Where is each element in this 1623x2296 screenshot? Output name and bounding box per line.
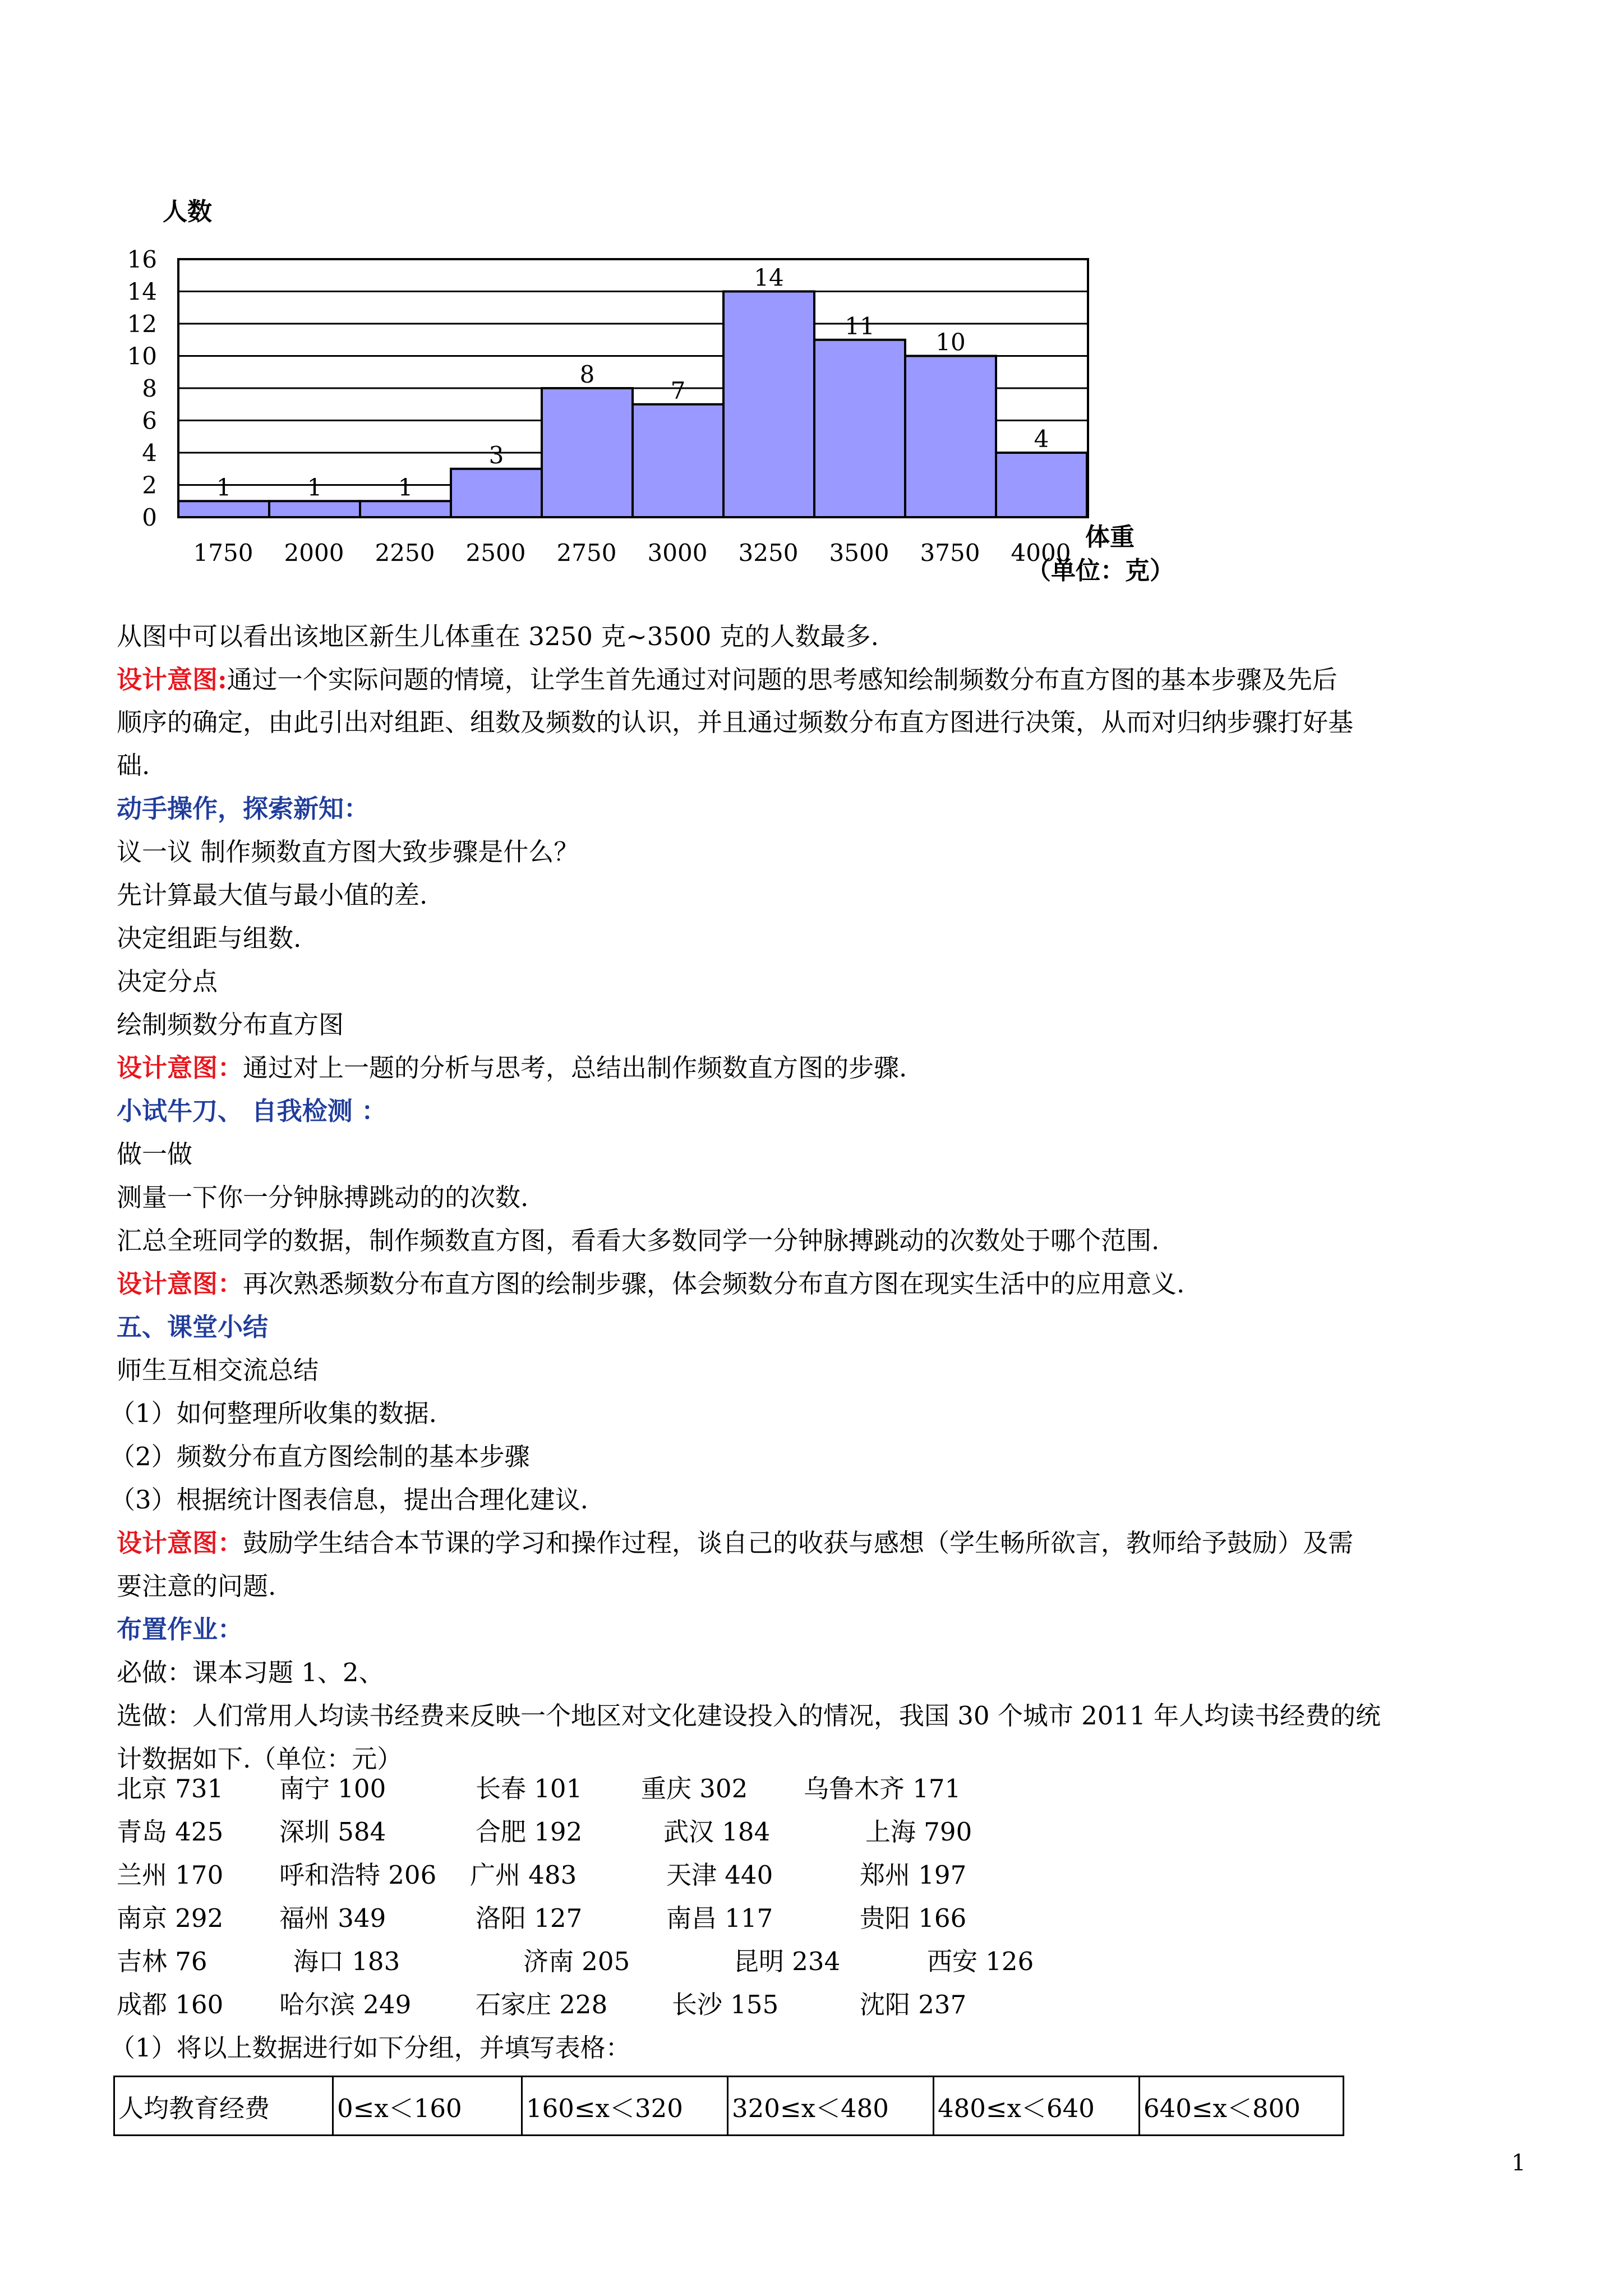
step-2: 决定组距与组数. bbox=[117, 923, 302, 953]
city-entry: 深圳 584 bbox=[279, 1817, 386, 1847]
table-header-cell: 480≤x＜640 bbox=[934, 2077, 1140, 2136]
step-1: 先计算最大值与最小值的差. bbox=[117, 880, 428, 910]
design-intent-text: 再次熟悉频数分布直方图的绘制步骤，体会频数分布直方图在现实生活中的应用意义. bbox=[243, 1269, 1185, 1299]
city-entry: 南昌 117 bbox=[666, 1903, 773, 1933]
y-tick-label: 10 bbox=[127, 342, 157, 370]
city-entry: 长春 101 bbox=[476, 1774, 583, 1803]
city-entry: 合肥 192 bbox=[476, 1817, 583, 1847]
bar-value-label: 7 bbox=[670, 376, 686, 404]
grouping-instruction: （1）将以上数据进行如下分组，并填写表格： bbox=[110, 2033, 631, 2063]
homework-optional: 选做：人们常用人均读书经费来反映一个地区对文化建设投入的情况，我国 30 个城市 2011 年人均读书经费的统 bbox=[117, 1701, 1381, 1731]
practice-line-2: 汇总全班同学的数据，制作频数直方图，看看大多数同学一分钟脉搏跳动的次数处于哪个范围. bbox=[117, 1226, 1160, 1255]
design-intent-text: 鼓励学生结合本节课的学习和操作过程，谈自己的收获与感想（学生畅所欲言，教师给予鼓励）及需 bbox=[243, 1528, 1354, 1558]
design-intent-2 bbox=[117, 1051, 907, 1085]
design-intent-label: 设计意图： bbox=[117, 1528, 243, 1558]
section-heading-self-check: 小试牛刀、 自我检测 ： bbox=[117, 1096, 387, 1126]
city-entry: 天津 440 bbox=[666, 1860, 773, 1890]
bar-value-label: 3 bbox=[488, 441, 504, 469]
x-tick-label: 4000 bbox=[1011, 539, 1071, 567]
summary-item-3: （3）根据统计图表信息，提出合理化建议. bbox=[110, 1485, 588, 1515]
design-intent-3 bbox=[117, 1267, 1184, 1301]
city-entry: 西安 126 bbox=[927, 1947, 1034, 1976]
x-axis-label: 体重 bbox=[1085, 523, 1135, 551]
city-entry: 昆明 234 bbox=[734, 1947, 841, 1976]
y-axis-label: 人数 bbox=[163, 197, 212, 226]
bar-value-label: 10 bbox=[935, 328, 966, 356]
bar-value-label: 4 bbox=[1034, 425, 1049, 453]
table-row bbox=[114, 2077, 1344, 2136]
city-entry: 石家庄 228 bbox=[476, 1990, 608, 2019]
section-heading-homework: 布置作业： bbox=[117, 1614, 243, 1644]
city-entry: 洛阳 127 bbox=[476, 1903, 583, 1933]
bar-value-label: 14 bbox=[754, 264, 784, 292]
city-entry: 武汉 184 bbox=[663, 1817, 771, 1847]
x-tick-label: 1750 bbox=[193, 539, 253, 567]
city-entry: 长沙 155 bbox=[672, 1990, 779, 2019]
x-tick-labels bbox=[193, 539, 1071, 567]
y-tick-label: 12 bbox=[127, 310, 157, 338]
city-entry: 吉林 76 bbox=[117, 1947, 208, 1976]
design-intent-1-cont2: 础. bbox=[117, 751, 150, 780]
city-entry: 济南 205 bbox=[523, 1947, 630, 1976]
histogram-bar bbox=[905, 356, 996, 518]
city-entry: 上海 790 bbox=[865, 1817, 972, 1847]
city-entry: 兰州 170 bbox=[117, 1860, 224, 1890]
x-tick-label: 3250 bbox=[738, 539, 799, 567]
y-tick-label: 2 bbox=[142, 471, 157, 499]
city-entry: 哈尔滨 249 bbox=[279, 1990, 412, 2019]
x-tick-label: 2250 bbox=[375, 539, 435, 567]
section-heading-hands-on: 动手操作，探索新知： bbox=[117, 794, 370, 823]
conclusion-line: 从图中可以看出该地区新生儿体重在 3250 克~3500 克的人数最多. bbox=[117, 622, 879, 651]
x-tick-label: 2500 bbox=[465, 539, 526, 567]
design-intent-text: 通过一个实际问题的情境，让学生首先通过对问题的思考感知绘制频数分布直方图的基本步骤及先后 bbox=[227, 665, 1338, 694]
x-tick-label: 3000 bbox=[647, 539, 708, 567]
x-tick-label: 3500 bbox=[829, 539, 889, 567]
y-tick-label: 14 bbox=[127, 278, 157, 306]
summary-intro: 师生互相交流总结 bbox=[117, 1355, 319, 1385]
y-tick-label: 4 bbox=[142, 439, 157, 467]
bar-value-label: 1 bbox=[307, 473, 322, 501]
grouping-table bbox=[113, 2076, 1344, 2136]
bar-value-label: 1 bbox=[398, 473, 413, 501]
x-axis-unit: （单位：克） bbox=[1026, 556, 1174, 585]
section-heading-summary: 五、课堂小结 bbox=[117, 1312, 269, 1342]
x-tick-label: 2000 bbox=[284, 539, 344, 567]
page-number: 1 bbox=[1511, 2150, 1526, 2176]
step-3: 决定分点 bbox=[117, 967, 218, 996]
histogram-bar bbox=[451, 469, 542, 517]
histogram-bar bbox=[633, 404, 723, 517]
homework-required: 必做：课本习题 1、2、 bbox=[117, 1658, 384, 1687]
design-intent-label: 设计意图： bbox=[117, 1269, 243, 1299]
histogram-bar bbox=[542, 388, 633, 517]
city-entry: 成都 160 bbox=[117, 1990, 224, 2019]
summary-item-1: （1）如何整理所收集的数据. bbox=[110, 1398, 437, 1428]
city-entry: 乌鲁木齐 171 bbox=[804, 1774, 961, 1803]
table-header-cell: 640≤x＜800 bbox=[1140, 2077, 1344, 2136]
homework-optional-cont: 计数据如下.（单位：元） bbox=[117, 1744, 403, 1774]
table-header-cell: 320≤x＜480 bbox=[728, 2077, 934, 2136]
city-entry: 呼和浩特 206 bbox=[279, 1860, 437, 1890]
histogram-bar bbox=[814, 340, 905, 517]
table-header-cell: 160≤x＜320 bbox=[522, 2077, 728, 2136]
histogram-bar bbox=[723, 292, 814, 518]
histogram-bar bbox=[360, 501, 451, 517]
city-entry: 北京 731 bbox=[117, 1774, 224, 1803]
step-question: 议一议 制作频数直方图大致步骤是什么？ bbox=[117, 837, 579, 867]
city-entry: 广州 483 bbox=[470, 1860, 577, 1890]
design-intent-1 bbox=[117, 663, 1338, 697]
city-entry: 福州 349 bbox=[279, 1903, 386, 1933]
city-entry: 青岛 425 bbox=[117, 1817, 224, 1847]
design-intent-4-cont: 要注意的问题. bbox=[117, 1571, 276, 1601]
x-tick-label: 3750 bbox=[920, 539, 980, 567]
city-entry: 南宁 100 bbox=[279, 1774, 386, 1803]
table-header-cell: 0≤x＜160 bbox=[333, 2077, 522, 2136]
practice-line-1: 测量一下你一分钟脉搏跳动的的次数. bbox=[117, 1182, 529, 1212]
histogram-bar bbox=[996, 453, 1087, 517]
design-intent-label: 设计意图： bbox=[117, 1053, 243, 1083]
histogram-bar bbox=[269, 501, 360, 517]
practice-title: 做一做 bbox=[117, 1139, 193, 1169]
design-intent-label: 设计意图: bbox=[117, 665, 227, 694]
city-entry: 郑州 197 bbox=[860, 1860, 967, 1890]
bar-value-label: 11 bbox=[845, 312, 875, 340]
y-tick-labels bbox=[127, 246, 157, 531]
y-tick-label: 8 bbox=[142, 375, 157, 402]
city-entry: 沈阳 237 bbox=[860, 1990, 967, 2019]
bar-value-label: 8 bbox=[579, 361, 595, 388]
design-intent-4 bbox=[117, 1526, 1353, 1560]
table-header-cell: 人均教育经费 bbox=[114, 2077, 333, 2136]
x-tick-label: 2750 bbox=[556, 539, 617, 567]
city-entry: 重庆 302 bbox=[641, 1774, 748, 1803]
histogram-bar bbox=[178, 501, 269, 517]
design-intent-text: 通过对上一题的分析与思考，总结出制作频数直方图的步骤. bbox=[243, 1053, 907, 1083]
bar-value-label: 1 bbox=[216, 473, 232, 501]
y-tick-label: 6 bbox=[142, 407, 157, 435]
city-entry: 南京 292 bbox=[117, 1903, 224, 1933]
design-intent-1-cont: 顺序的确定，由此引出对组距、组数及频数的认识，并且通过频数分布直方图进行决策，从而对归纳步骤打好基 bbox=[117, 707, 1354, 737]
y-tick-label: 0 bbox=[142, 504, 157, 531]
city-entry: 贵阳 166 bbox=[860, 1903, 967, 1933]
city-entry: 海口 183 bbox=[293, 1947, 400, 1976]
summary-item-2: （2）频数分布直方图绘制的基本步骤 bbox=[110, 1442, 530, 1471]
histogram-chart bbox=[0, 0, 1623, 606]
step-4: 绘制频数分布直方图 bbox=[117, 1010, 344, 1039]
y-tick-label: 16 bbox=[127, 246, 157, 273]
